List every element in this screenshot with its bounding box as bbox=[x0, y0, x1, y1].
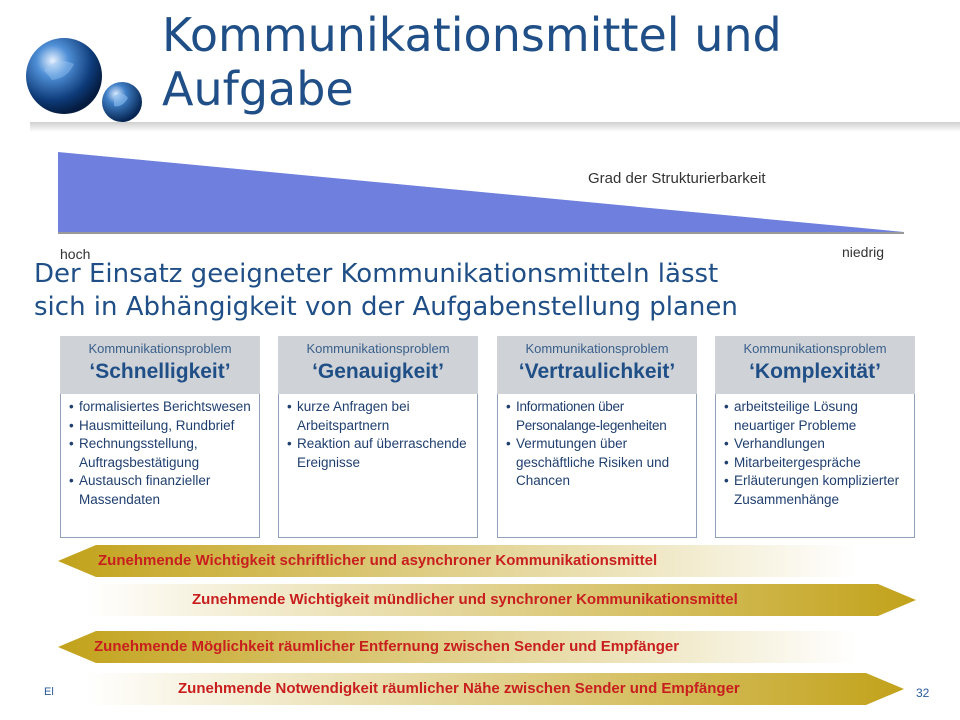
card-item: • Vermutungen über geschäftliche Risiken und Chancen bbox=[506, 435, 694, 491]
card-header bbox=[60, 336, 260, 394]
footer-text: El bbox=[44, 686, 54, 698]
card-item: • Mitarbeitergespräche bbox=[724, 454, 912, 473]
slide-title-line-1: Kommunikationsmittel und bbox=[162, 8, 782, 62]
card-body bbox=[60, 394, 260, 538]
card-header bbox=[497, 336, 697, 394]
card-item: • kurze Anfragen bei Arbeitspartnern bbox=[287, 398, 475, 435]
lead-text-line-2: sich in Abhängigkeit von der Aufgabenstellung planen bbox=[34, 292, 738, 322]
scale-high-label: hoch bbox=[60, 246, 91, 262]
card-title: ‘Komplexität’ bbox=[749, 360, 881, 383]
card-komplexitaet bbox=[715, 336, 915, 538]
scale-label: Grad der Strukturierbarkeit bbox=[588, 170, 766, 187]
card-item: • Erläuterungen komplizierter Zusammenhänge bbox=[724, 472, 912, 509]
arrow-written-async bbox=[58, 545, 858, 577]
slide-title-line-2: Aufgabe bbox=[162, 62, 354, 116]
card-item: • Rechnungsstellung, Auftragsbestätigung bbox=[69, 435, 257, 472]
scale-low-label: niedrig bbox=[842, 244, 885, 260]
card-item: • Austausch finanzieller Massendaten bbox=[69, 472, 257, 509]
card-header bbox=[715, 336, 915, 394]
card-kicker: Kommunikationsproblem bbox=[743, 341, 887, 356]
lead-text-line-1: Der Einsatz geeigneter Kommunikationsmitteln lässt bbox=[34, 259, 719, 289]
arrow-oral-sync bbox=[84, 584, 916, 616]
card-kicker: Kommunikationsproblem bbox=[306, 341, 450, 356]
lead-text bbox=[34, 258, 934, 324]
arrow-label: Zunehmende Möglichkeit räumlicher Entfernung zwischen Sender und Empfänger bbox=[94, 638, 680, 655]
arrow-spatial-proximity bbox=[84, 673, 904, 705]
card-title: ‘Genauigkeit’ bbox=[312, 360, 444, 383]
card-body bbox=[497, 394, 697, 538]
arrow-spatial-distance bbox=[58, 631, 858, 663]
card-title: ‘Vertraulichkeit’ bbox=[518, 360, 676, 383]
card-item: • Verhandlungen bbox=[724, 435, 912, 454]
card-genauigkeit bbox=[278, 336, 478, 538]
structure-scale-wedge bbox=[58, 152, 904, 234]
globe-logo-icon bbox=[22, 30, 152, 130]
card-schnelligkeit bbox=[60, 336, 260, 538]
card-item: • Reaktion auf überraschende Ereignisse bbox=[287, 435, 475, 472]
card-item: • Informationen über Personalange-legenheiten bbox=[506, 398, 694, 435]
title-divider bbox=[30, 122, 960, 132]
card-kicker: Kommunikationsproblem bbox=[88, 341, 232, 356]
page-number: 32 bbox=[916, 686, 930, 700]
card-kicker: Kommunikationsproblem bbox=[525, 341, 669, 356]
arrow-label: Zunehmende Wichtigkeit mündlicher und synchroner Kommunikationsmittel bbox=[192, 591, 738, 608]
slide-title bbox=[162, 8, 942, 116]
card-item: • arbeitsteilige Lösung neuartiger Probleme bbox=[724, 398, 912, 435]
arrow-label: Zunehmende Wichtigkeit schriftlicher und asynchroner Kommunikationsmittel bbox=[98, 552, 658, 569]
card-header bbox=[278, 336, 478, 394]
card-body bbox=[278, 394, 478, 538]
card-title: ‘Schnelligkeit’ bbox=[89, 360, 231, 383]
card-vertraulichkeit bbox=[497, 336, 697, 538]
arrow-label: Zunehmende Notwendigkeit räumlicher Nähe zwischen Sender und Empfänger bbox=[178, 680, 740, 697]
card-item: • formalisiertes Berichtswesen bbox=[69, 398, 257, 417]
card-item: • Hausmitteilung, Rundbrief bbox=[69, 417, 257, 436]
card-body bbox=[715, 394, 915, 538]
